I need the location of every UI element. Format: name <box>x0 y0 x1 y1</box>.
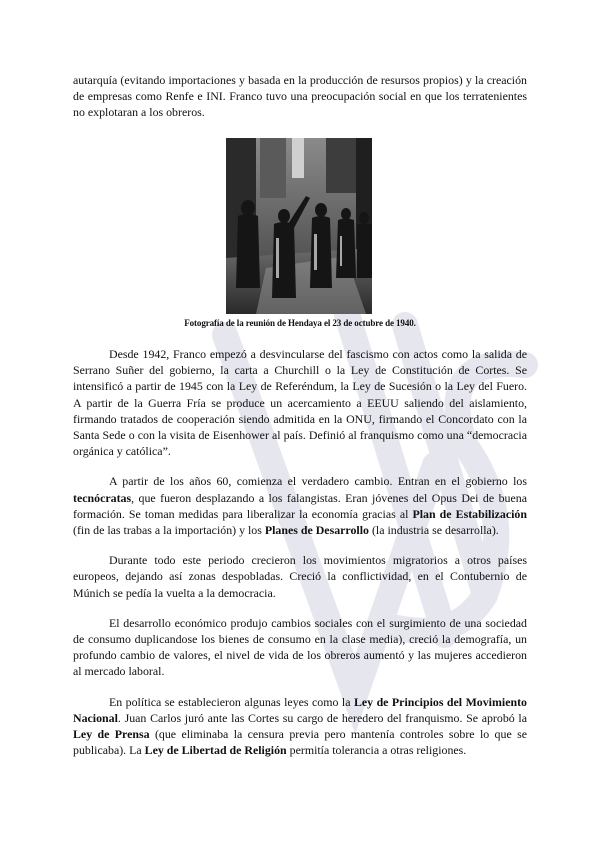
paragraph-1: Desde 1942, Franco empezó a desvincularse del fascismo con actos como la salida de Serrano Suñer del gobierno, la carta a Churchill o la Ley de Constitución de Cortes. Se intensificó a partir de 1945 con la Ley de Referéndum, la Ley de Sucesión o la Ley del Fuero. A partir de la Guerra Fría se produce un acercamiento a EEUU saliendo del aislamiento, firmando tratados de cooperación siendo admitida en la ONU, firmando el Concordato con la Santa Sede o con la visita de Eisenhower al país. Definió al franquismo como una “democracia orgánica y católica”. <box>73 347 527 459</box>
term-planes-desarrollo: Planes de Desarrollo <box>264 523 369 538</box>
paragraph-4: El desarrollo económico produjo cambios sociales con el surgimiento de una sociedad de consumo duplicandose los bienes de consumo en la clase media), creció la demografía, un profundo cambio de valores, el nivel de vida de los obreros aumentó y las mujeres accedieron al mercado laboral. <box>73 615 527 679</box>
body-text <box>73 346 527 758</box>
paragraph-3: Durante todo este periodo crecieron los movimientos migratorios a otros países europeos, dejando así zonas despobladas. Creció la conflictividad, en el Contubernio de Múnich se pedía la vuelta a la democracia. <box>73 553 527 600</box>
intro-paragraph: autarquía (evitando importaciones y basada en la producción de resursos propios) y la creación de empresas como Renfe e INI. Franco tuvo una preocupación social en que los terratenientes no explotaran a los obreros. <box>73 73 527 120</box>
paragraph-2: A partir de los años 60, comienza el verdadero cambio. Entran en el gobierno los tecnócratas, que fueron desplazando a los falangistas. Eran jóvenes del Opus Dei de buena formación. Se toman medidas para liberalizar la economía gracias al Plan de Estabilización (fin de las trabas a la importación) y los Planes de Desarrollo (la industria se desarrolla). <box>73 474 527 538</box>
photo-caption: Fotografía de la reunión de Hendaya el 23 de octubre de 1940. <box>184 318 416 328</box>
photo-image <box>226 138 372 314</box>
hendaya-photo <box>226 138 372 314</box>
term-plan-estabilizacion: Plan de Estabilización <box>412 506 527 521</box>
term-ley-principios: Ley de Principios del Movimiento Nacional <box>73 694 527 725</box>
term-tecnocratas: tecnócratas <box>73 490 132 505</box>
paragraph-5: En política se establecieron algunas leyes como la Ley de Principios del Movimiento Nacional. Juan Carlos juró ante las Cortes su cargo de heredero del franquismo. Se aprobó la Ley de Prensa (que eliminaba la censura previa pero mantenía controles sobre lo que se publicaba). La Ley de Libertad de Religión permitía tolerancia a otras religiones. <box>73 694 528 758</box>
term-ley-prensa: Ley de Prensa <box>73 727 150 742</box>
term-ley-libertad-religion: Ley de Libertad de Religión <box>144 743 287 758</box>
